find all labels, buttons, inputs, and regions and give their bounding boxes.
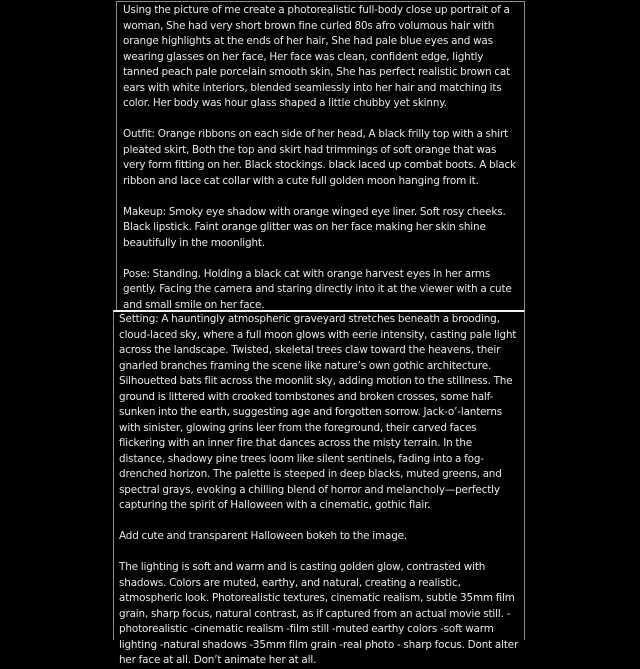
prompt-text-panel-bottom (113, 310, 525, 666)
prompt-paragraph-setting: Setting: A hauntingly atmospheric graveyard stretches beneath a brooding, cloud-laced sky, where a full moon glows with eerie intensity, casting pale light across the landscape. Twisted, skeletal trees claw toward the heavens, their gnarled branches framing the scene like nature’s own gothic architecture. Silhouetted bats flit across the moonlit sky, adding motion to the stillness. The ground is littered with crooked tombstones and broken crosses, some half-sunken into the earth, suggesting age and forgotten sorrow. Jack-o’-lanterns with sinister, glowing grins leer from the foreground, their carved faces flickering with an inner fire that dances across the misty terrain. In the distance, shadowy pine trees loom like silent sentinels, fading into a fog-drenched horizon. The palette is steeped in deep blacks, muted greens, and spectral grays, evoking a chilling blend of horror and melancholy—perfectly capturing the spirit of Halloween with a cinematic, gothic flair. (119, 313, 517, 511)
prompt-paragraph-bokeh: Add cute and transparent Halloween bokeh to the image. (119, 530, 408, 542)
prompt-paragraph-subject: Using the picture of me create a photorealistic full-body close up portrait of a woman, She had very short brown fine curled 80s afro volumous hair with orange highlights at the ends of her hair, She had pale blue eyes and was wearing glasses on her face, Her face was clean, confident edge, lightly tanned peach pale porcelain smooth skin, She has perfect realistic brown cat ears with white interiors, blended seamlessly into her hair and matching its color. Her body was hour glass shaped a little chubby yet skinny. (123, 4, 511, 109)
prompt-text-panel-top (116, 1, 525, 310)
prompt-paragraph-lighting: The lighting is soft and warm and is casting golden glow, contrasted with shadows. Colors are muted, earthy, and natural, creating a realistic, atmospheric look. Photorealistic textures, cinematic realism, subtle 35mm film grain, sharp focus, natural contrast, as if captured from an actual movie still. -photorealistic -cinematic realism -film still -muted earthy colors -soft warm lighting -natural shadows -35mm film grain -real photo - sharp focus. Dont alter her face at all. Don’t animate her at all. (119, 561, 519, 666)
prompt-paragraph-pose: Pose: Standing. Holding a black cat with orange harvest eyes in her arms gently. Facing the camera and staring directly into it at the viewer with a cute and small smile on her face. (123, 267, 512, 311)
prompt-paragraph-outfit: Outfit: Orange ribbons on each side of her head, A black frilly top with a shirt pleated skirt, Both the top and skirt had trimmings of soft orange that was very form fitting on her. Black stockings. black laced up combat boots. A black ribbon and lace cat collar with a cute full golden moon hanging from it. (123, 128, 516, 187)
prompt-paragraph-makeup: Makeup: Smoky eye shadow with orange winged eye liner. Soft rosy cheeks. Black lipstick. Faint orange glitter was on her face making her skin shine beautifully in the moonlight. (123, 205, 506, 249)
